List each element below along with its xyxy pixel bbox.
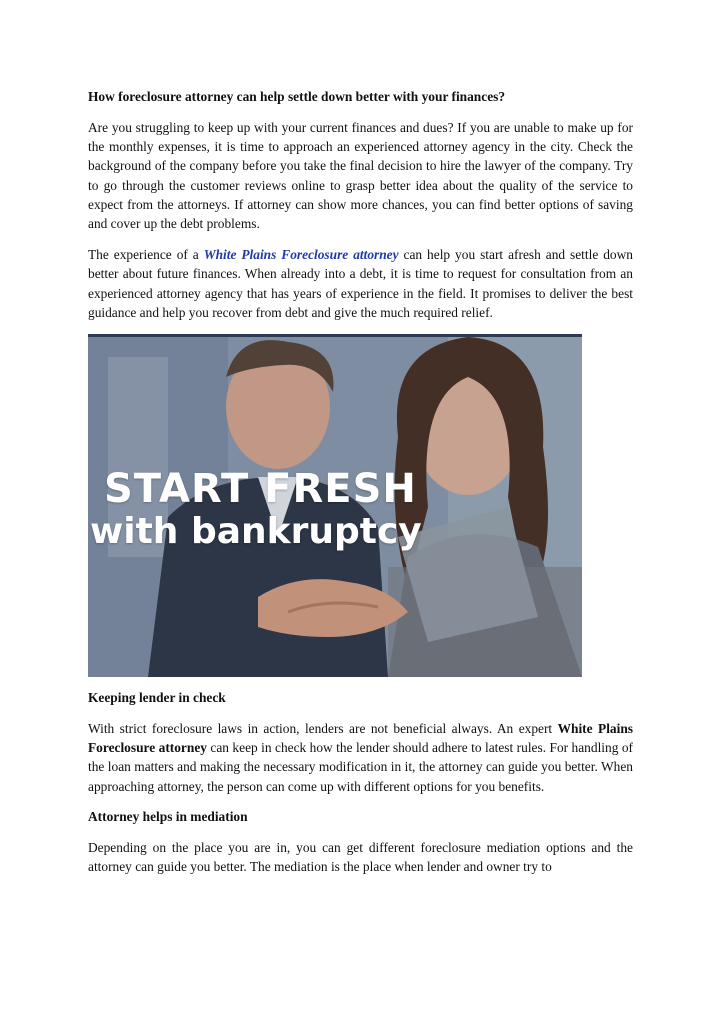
lender-paragraph [88, 719, 633, 796]
section-heading-lender: Keeping lender in check [88, 690, 226, 706]
hero-caption [88, 467, 422, 553]
attorney-link[interactable]: White Plains Foreclosure attorney [203, 247, 399, 263]
article-title: How foreclosure attorney can help settle down better with your finances? [88, 89, 506, 104]
intro-paragraph: Are you struggling to keep up with your current finances and dues? If you are unable to make up for the monthly expenses, it is time to approach an experienced attorney agency in the city. Check the background of the company before you take the final decision to hire the lawyer of the company. Try to go through the customer reviews online to grasp better idea about the quality of the service to expect from the attorneys. If attorney can show more chances, you can find better options of saving and cover up the debt problems. [88, 120, 633, 232]
mediation-paragraph: Depending on the place you are in, you can get different foreclosure mediation options and the attorney can guide you better. The mediation is the place when lender and owner try to [88, 839, 633, 875]
experience-text-end: can help you start afresh and settle down better about future finances. When already into a debt, it is time to request for consultation from an experienced attorney agency that has years of experience in the field. It promises to deliver the best guidance and help you recover from debt and give the much required relief. [88, 247, 633, 320]
lender-text-end: can keep in check how the lender should adhere to latest rules. For handling of the loan matters and making the necessary modification in it, the attorney can guide you better. When approaching attorney, the person can come up with different options for you benefits. [88, 740, 633, 794]
lender-text-start: With strict foreclosure laws in action, lenders are not beneficial always. An expert [88, 721, 558, 737]
hero-image [88, 334, 582, 677]
lender-bold-phrase: White Plains Foreclosure attorney [88, 721, 633, 756]
document-page [88, 88, 633, 888]
section-heading-mediation: Attorney helps in mediation [88, 808, 248, 824]
hero-caption-line1: START FRESH [104, 466, 417, 513]
experience-text-start: The experience of a [88, 247, 204, 263]
experience-paragraph [88, 245, 633, 322]
hero-caption-line2: with bankruptcy [90, 511, 422, 553]
